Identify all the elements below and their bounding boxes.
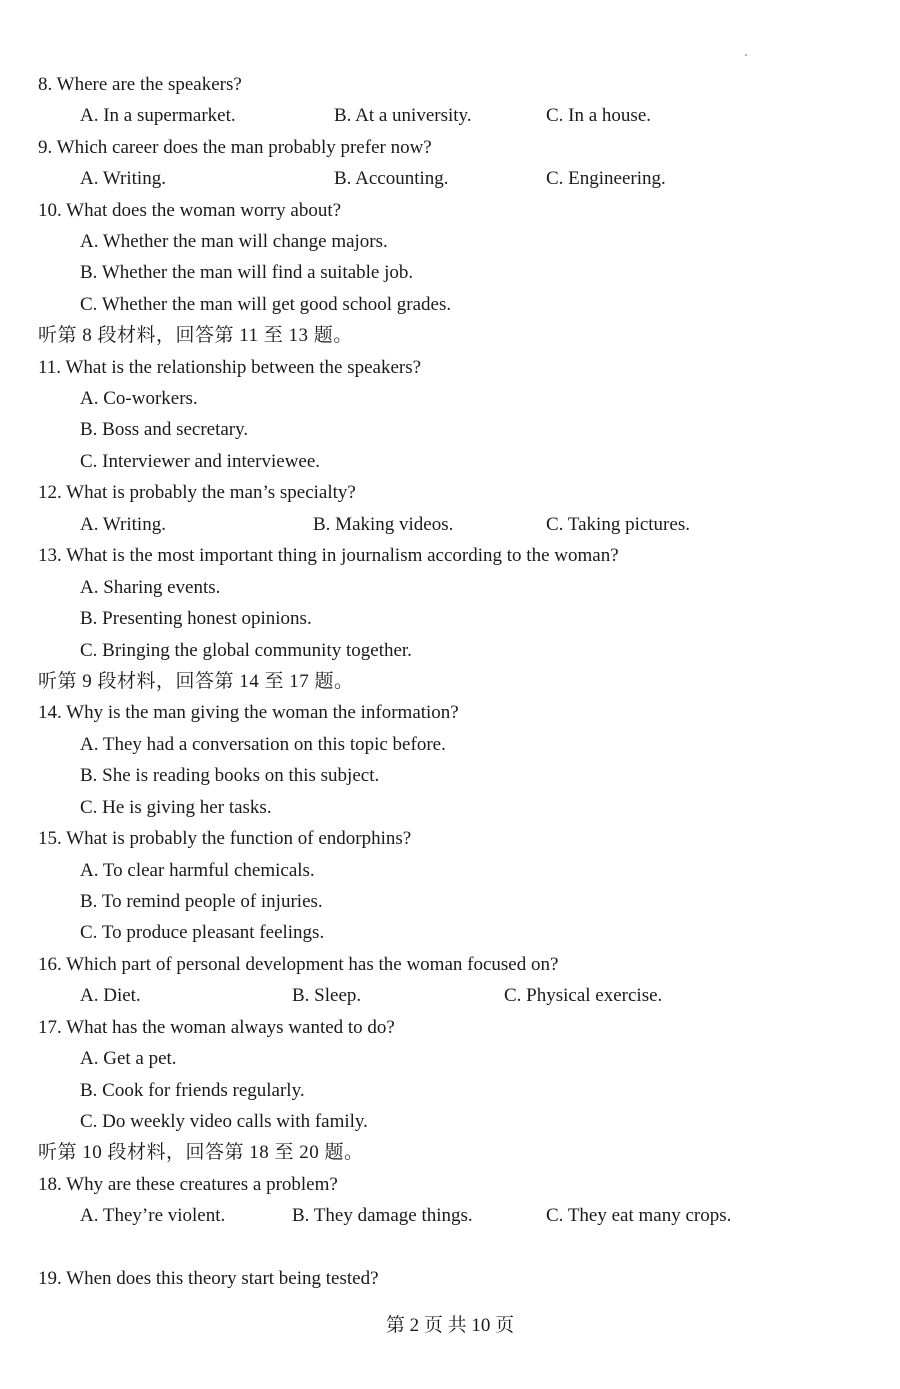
question-11: 11. What is the relationship between the speakers? (38, 357, 422, 378)
section-heading-10: 听第 10 段材料，回答第 18 至 20 题。 (38, 1142, 364, 1163)
question-8: 8. Where are the speakers? (38, 74, 242, 95)
option-12a: A. Writing. (80, 514, 166, 535)
option-17b: B. Cook for friends regularly. (80, 1080, 305, 1101)
option-12c: C. Taking pictures. (546, 514, 690, 535)
option-18b: B. They damage things. (292, 1205, 473, 1226)
option-10b: B. Whether the man will find a suitable job. (80, 262, 414, 283)
option-9c: C. Engineering. (546, 168, 666, 189)
option-18c: C. They eat many crops. (546, 1205, 732, 1226)
question-19: 19. When does this theory start being tested? (38, 1268, 379, 1289)
option-15c: C. To produce pleasant feelings. (80, 922, 325, 943)
option-9b: B. Accounting. (334, 168, 449, 189)
question-18: 18. Why are these creatures a problem? (38, 1174, 338, 1195)
option-11b: B. Boss and secretary. (80, 419, 249, 440)
option-11a: A. Co-workers. (80, 388, 198, 409)
question-12: 12. What is probably the man’s specialty? (38, 482, 356, 503)
option-17a: A. Get a pet. (80, 1048, 177, 1069)
question-9: 9. Which career does the man probably prefer now? (38, 137, 432, 158)
option-13c: C. Bringing the global community together. (80, 640, 412, 661)
question-13: 13. What is the most important thing in journalism according to the woman? (38, 545, 619, 566)
option-13a: A. Sharing events. (80, 577, 221, 598)
option-14c: C. He is giving her tasks. (80, 797, 272, 818)
question-17: 17. What has the woman always wanted to do? (38, 1017, 395, 1038)
option-8c: C. In a house. (546, 105, 652, 126)
option-9a: A. Writing. (80, 168, 166, 189)
option-18a: A. They’re violent. (80, 1205, 226, 1226)
option-12b: B. Making videos. (313, 514, 454, 535)
option-8b: B. At a university. (334, 105, 472, 126)
option-14a: A. They had a conversation on this topic before. (80, 734, 446, 755)
question-15: 15. What is probably the function of endorphins? (38, 828, 412, 849)
section-heading-8: 听第 8 段材料，回答第 11 至 13 题。 (38, 325, 353, 346)
question-16: 16. Which part of personal development has the woman focused on? (38, 954, 559, 975)
scan-speck (745, 54, 747, 56)
option-16b: B. Sleep. (292, 985, 362, 1006)
option-10c: C. Whether the man will get good school grades. (80, 294, 452, 315)
question-14: 14. Why is the man giving the woman the information? (38, 702, 459, 723)
option-10a: A. Whether the man will change majors. (80, 231, 388, 252)
option-15b: B. To remind people of injuries. (80, 891, 323, 912)
option-16c: C. Physical exercise. (504, 985, 663, 1006)
page-footer: 第 2 页 共 10 页 (385, 1315, 515, 1336)
option-17c: C. Do weekly video calls with family. (80, 1111, 368, 1132)
option-8a: A. In a supermarket. (80, 105, 236, 126)
section-heading-9: 听第 9 段材料，回答第 14 至 17 题。 (38, 671, 354, 692)
option-13b: B. Presenting honest opinions. (80, 608, 312, 629)
question-10: 10. What does the woman worry about? (38, 200, 342, 221)
option-16a: A. Diet. (80, 985, 141, 1006)
option-14b: B. She is reading books on this subject. (80, 765, 380, 786)
option-15a: A. To clear harmful chemicals. (80, 860, 315, 881)
option-11c: C. Interviewer and interviewee. (80, 451, 321, 472)
